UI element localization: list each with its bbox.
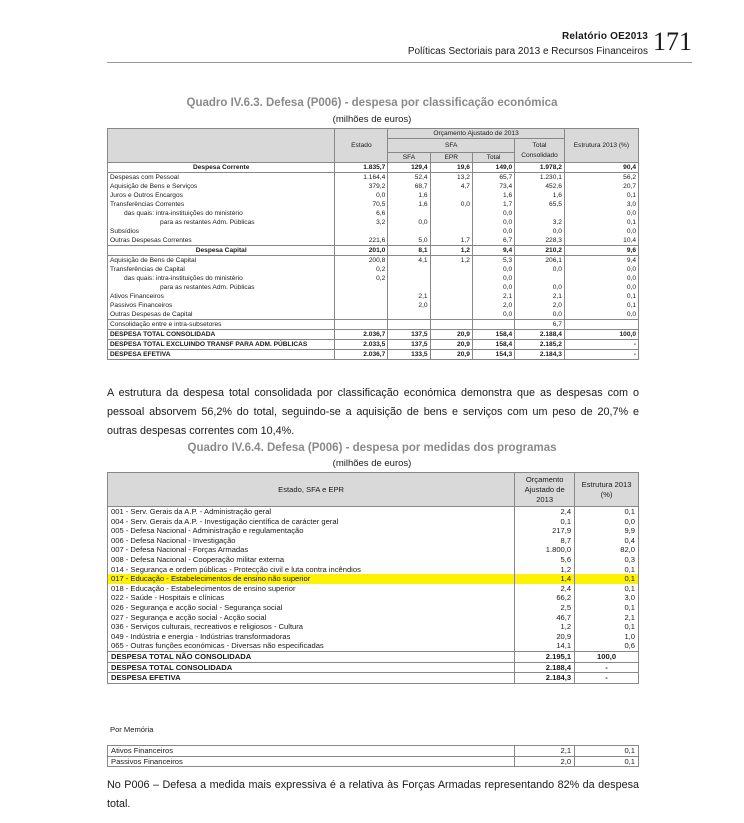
table2-caption: Quadro IV.6.4. Defesa (P006) - despesa por medidas dos programas [187, 442, 557, 454]
cell-estado: 201,0 [335, 246, 388, 256]
paragraph-conclusion: No P006 – Defesa a medida mais expressiva é a relativa às Forças Armadas representando 82% da despesa total. [107, 779, 639, 810]
cell-cons: 6,7 [515, 320, 565, 330]
cell-total: 158,4 [472, 340, 514, 350]
program-measures-table [107, 472, 639, 684]
table-row [108, 746, 639, 757]
measure-orcamento: 8,7 [515, 536, 575, 546]
cell-epr [430, 283, 472, 292]
cell-estr: 0,0 [564, 310, 638, 320]
memo-orcamento: 2,1 [515, 746, 575, 757]
report-subtitle: Políticas Sectoriais para 2013 e Recursos Financeiros [407, 46, 648, 57]
row-label: Aquisição de Bens e Serviços [108, 182, 335, 191]
cell-cons: 2.188,4 [515, 330, 565, 340]
row-label: Passivos Financeiros [108, 301, 335, 310]
measure-label: 036 - Serviços culturais, recreativos e religiosos - Cultura [108, 622, 515, 632]
table-row [108, 236, 639, 246]
cell-epr [430, 227, 472, 236]
table1-caption: Quadro IV.6.3. Defesa (P006) - despesa por classificação económica [186, 97, 558, 109]
table-row [108, 673, 639, 684]
measure-label: 018 - Educação - Estabelecimentos de ensino superior [108, 584, 515, 594]
cell-estado [335, 310, 388, 320]
cell-epr: 20,9 [430, 330, 472, 340]
cell-total: 9,4 [472, 246, 514, 256]
measure-label: 008 - Defesa Nacional - Cooperação militar externa [108, 555, 515, 565]
table-row [108, 545, 639, 555]
cell-sfa: 137,5 [388, 340, 430, 350]
table-row [108, 182, 639, 191]
measure-estrutura: 0,1 [575, 603, 639, 613]
cell-estr: 0,0 [564, 283, 638, 292]
cell-total: 2,0 [472, 301, 514, 310]
cell-estado: 379,2 [335, 182, 388, 191]
measure-estrutura: 82,0 [575, 545, 639, 555]
row-label: das quais: intra-instituições do ministério [108, 274, 335, 283]
col-estado-header: Estado [335, 129, 388, 163]
measure-estrutura: 3,0 [575, 593, 639, 603]
cell-sfa: 129,4 [388, 163, 430, 173]
col-orc-header: Orçamento Ajustado de 2013 [515, 473, 575, 507]
cell-cons: 65,5 [515, 200, 565, 209]
measure-orcamento: 2.195,1 [515, 651, 575, 662]
cell-estr: 0,1 [564, 292, 638, 301]
cell-estado: 0,2 [335, 274, 388, 283]
cell-estr [564, 320, 638, 330]
measure-estrutura: 0,1 [575, 565, 639, 575]
row-label: Outras Despesas Correntes [108, 236, 335, 246]
measure-estrutura: - [575, 673, 639, 684]
cell-estado: 0,2 [335, 265, 388, 274]
table-row [108, 507, 639, 517]
cell-total: 0,0 [472, 209, 514, 218]
cell-total: 1,6 [472, 191, 514, 200]
table-row [108, 574, 639, 584]
economic-classification-table [107, 128, 639, 360]
table-row [108, 536, 639, 546]
cell-total: 154,3 [472, 350, 514, 360]
cell-cons: 3,2 [515, 218, 565, 227]
cell-total: 1,7 [472, 200, 514, 209]
table-row [108, 265, 639, 274]
memo-estrutura: 0,1 [575, 746, 639, 757]
cell-total: 65,7 [472, 173, 514, 183]
measure-estrutura: 0,1 [575, 584, 639, 594]
row-label: Despesas com Pessoal [108, 173, 335, 183]
cell-sfa [388, 310, 430, 320]
table-row [108, 593, 639, 603]
table1-units: (milhões de euros) [332, 114, 412, 125]
cell-sfa [388, 283, 430, 292]
memo-label-cell: Ativos Financeiros [108, 746, 515, 757]
cell-estr: 0,0 [564, 209, 638, 218]
cell-total: 149,0 [472, 163, 514, 173]
header-rule [107, 62, 692, 63]
measure-orcamento: 1,4 [515, 574, 575, 584]
cell-estado: 200,8 [335, 256, 388, 266]
cell-epr [430, 274, 472, 283]
cell-epr: 1,2 [430, 256, 472, 266]
cell-epr: 0,0 [430, 200, 472, 209]
measure-orcamento: 5,6 [515, 555, 575, 565]
col-sfa-group-header: SFA [388, 139, 515, 153]
col-total-header: Total [472, 152, 514, 163]
memo-table [107, 745, 639, 767]
measure-estrutura: 100,0 [575, 651, 639, 662]
table-row [108, 565, 639, 575]
row-label: Despesa Capital [108, 246, 335, 256]
cell-sfa: 1,6 [388, 200, 430, 209]
cell-sfa: 8,1 [388, 246, 430, 256]
table-row [108, 632, 639, 642]
measure-estrutura: 0,1 [575, 574, 639, 584]
cell-sfa [388, 227, 430, 236]
cell-estado: 1.835,7 [335, 163, 388, 173]
cell-epr: 1,7 [430, 236, 472, 246]
cell-sfa: 2,1 [388, 292, 430, 301]
measure-orcamento: 2.188,4 [515, 662, 575, 673]
measure-label: DESPESA TOTAL CONSOLIDADA [108, 662, 515, 673]
measure-orcamento: 66,2 [515, 593, 575, 603]
table-row [108, 526, 639, 536]
table-row [108, 301, 639, 310]
cell-cons: 228,3 [515, 236, 565, 246]
cell-sfa [388, 209, 430, 218]
report-title: Relatório OE2013 [561, 31, 648, 42]
cell-cons: 0,0 [515, 283, 565, 292]
table-row [108, 283, 639, 292]
table-row [108, 256, 639, 266]
cell-cons [515, 274, 565, 283]
cell-estr: 10,4 [564, 236, 638, 246]
row-label: DESPESA TOTAL EXCLUINDO TRANSF PARA ADM. PÚBLICAS [108, 340, 335, 350]
cell-sfa [388, 274, 430, 283]
cell-epr: 13,2 [430, 173, 472, 183]
cell-epr [430, 218, 472, 227]
cell-epr: 1,2 [430, 246, 472, 256]
cell-estado: 2.036,7 [335, 330, 388, 340]
cell-estado: 3,2 [335, 218, 388, 227]
measure-label: 005 - Defesa Nacional - Administração e regulamentação [108, 526, 515, 536]
measure-orcamento: 0,1 [515, 517, 575, 527]
cell-sfa [388, 320, 430, 330]
table-row [108, 173, 639, 183]
memo-label: Por Memória [110, 725, 154, 734]
memo-label-cell: Passivos Financeiros [108, 756, 515, 767]
cell-cons: 1.230,1 [515, 173, 565, 183]
cell-total: 158,4 [472, 330, 514, 340]
cell-epr [430, 292, 472, 301]
cell-estr: 0,0 [564, 265, 638, 274]
cell-epr: 19,6 [430, 163, 472, 173]
cell-cons: 2,1 [515, 292, 565, 301]
measure-orcamento: 2.184,3 [515, 673, 575, 684]
cell-estado [335, 227, 388, 236]
cell-estr: 9,6 [564, 246, 638, 256]
cell-total: 0,0 [472, 283, 514, 292]
measure-estrutura: 0,1 [575, 507, 639, 517]
cell-total: 6,7 [472, 236, 514, 246]
cell-cons: 0,0 [515, 265, 565, 274]
paragraph-economic-structure: A estrutura da despesa total consolidada por classificação económica demonstra que as despesas com o pessoal absorvem 56,2% do total, seguindo-se a aquisição de bens e serviços com um peso de 20,7% e outras despesas correntes com 10,4%. [107, 387, 639, 437]
measure-orcamento: 1.800,0 [515, 545, 575, 555]
measure-label: 001 - Serv. Gerais da A.P. - Administração geral [108, 507, 515, 517]
measure-orcamento: 2,4 [515, 507, 575, 517]
measure-label: DESPESA TOTAL NÃO CONSOLIDADA [108, 651, 515, 662]
row-label: para as restantes Adm. Públicas [108, 283, 335, 292]
cell-estado [335, 320, 388, 330]
cell-epr [430, 320, 472, 330]
measure-label: 014 - Segurança e ordem públicas - Protecção civil e luta contra incêndios [108, 565, 515, 575]
cell-sfa: 133,5 [388, 350, 430, 360]
cell-total: 0,0 [472, 218, 514, 227]
table-row [108, 584, 639, 594]
cell-sfa: 2,0 [388, 301, 430, 310]
table-row [108, 641, 639, 651]
cell-epr: 20,9 [430, 340, 472, 350]
table-row [108, 603, 639, 613]
cell-estado [335, 283, 388, 292]
cell-estado: 70,5 [335, 200, 388, 209]
cell-sfa: 52,4 [388, 173, 430, 183]
cell-estr: 3,0 [564, 200, 638, 209]
cell-estr: 0,1 [564, 301, 638, 310]
measure-label: 017 - Educação - Estabelecimentos de ensino não superior [108, 574, 515, 584]
measure-orcamento: 217,9 [515, 526, 575, 536]
row-label: das quais: intra-instituições do ministério [108, 209, 335, 218]
table-row [108, 662, 639, 673]
cell-cons: 210,2 [515, 246, 565, 256]
col-epr-header: EPR [430, 152, 472, 163]
cell-estado: 2.036,7 [335, 350, 388, 360]
cell-estado: 221,6 [335, 236, 388, 246]
table-row [108, 246, 639, 256]
measure-estrutura: 0,0 [575, 517, 639, 527]
measure-label: 026 - Segurança e acção social - Segurança social [108, 603, 515, 613]
cell-cons: 0,0 [515, 227, 565, 236]
cell-total: 5,3 [472, 256, 514, 266]
col-sfa-header: SFA [388, 152, 430, 163]
table-row [108, 292, 639, 301]
cell-estado: 0,0 [335, 191, 388, 200]
cell-estr: - [564, 340, 638, 350]
cell-sfa [388, 265, 430, 274]
row-label: Outras Despesas de Capital [108, 310, 335, 320]
measure-label: 006 - Defesa Nacional - Investigação [108, 536, 515, 546]
row-label: Consolidação entre e intra-subsetores [108, 320, 335, 330]
cell-total: 73,4 [472, 182, 514, 191]
table-row [108, 163, 639, 173]
measure-orcamento: 20,9 [515, 632, 575, 642]
row-label: Despesa Corrente [108, 163, 335, 173]
row-label: Transferências de Capital [108, 265, 335, 274]
cell-estr: 0,1 [564, 191, 638, 200]
measure-orcamento: 2,5 [515, 603, 575, 613]
measure-label: 065 - Outras funções económicas - Diversas não especificadas [108, 641, 515, 651]
table-row [108, 517, 639, 527]
table-row [108, 651, 639, 662]
col-estr-header: Estrutura 2013 (%) [575, 473, 639, 507]
row-label: Subsídios [108, 227, 335, 236]
col-estrutura-header: Estrutura 2013 (%) [564, 129, 638, 163]
table-row [108, 200, 639, 209]
cell-sfa: 68,7 [388, 182, 430, 191]
table-row [108, 274, 639, 283]
cell-total: 0,0 [472, 274, 514, 283]
table-row [108, 622, 639, 632]
cell-cons: 2.184,3 [515, 350, 565, 360]
cell-estado: 2.033,5 [335, 340, 388, 350]
cell-estr: - [564, 350, 638, 360]
cell-estr: 9,4 [564, 256, 638, 266]
table-row [108, 340, 639, 350]
cell-epr [430, 209, 472, 218]
row-label: Juros e Outros Encargos [108, 191, 335, 200]
cell-total: 0,0 [472, 227, 514, 236]
measure-estrutura: 0,1 [575, 622, 639, 632]
cell-total: 0,0 [472, 265, 514, 274]
measure-orcamento: 1,2 [515, 622, 575, 632]
page-number: 171 [653, 27, 692, 56]
cell-cons: 452,6 [515, 182, 565, 191]
cell-total [472, 320, 514, 330]
cell-epr [430, 301, 472, 310]
row-label: DESPESA TOTAL CONSOLIDADA [108, 330, 335, 340]
cell-estr: 0,0 [564, 227, 638, 236]
memo-estrutura: 0,1 [575, 756, 639, 767]
cell-sfa: 5,0 [388, 236, 430, 246]
measure-label: 027 - Segurança e acção social - Acção social [108, 613, 515, 623]
cell-sfa: 137,5 [388, 330, 430, 340]
cell-estr: 56,2 [564, 173, 638, 183]
measure-label: DESPESA EFETIVA [108, 673, 515, 684]
cell-total: 0,0 [472, 310, 514, 320]
measure-estrutura: 2,1 [575, 613, 639, 623]
measure-orcamento: 46,7 [515, 613, 575, 623]
cell-epr: 20,9 [430, 350, 472, 360]
table-row [108, 218, 639, 227]
memo-orcamento: 2,0 [515, 756, 575, 767]
table-row [108, 191, 639, 200]
cell-estado [335, 292, 388, 301]
measure-estrutura: 0,6 [575, 641, 639, 651]
col-consolidado-header: Total Consolidado [515, 139, 565, 163]
cell-epr [430, 310, 472, 320]
row-label: Transferências Correntes [108, 200, 335, 209]
cell-epr [430, 191, 472, 200]
row-label: para as restantes Adm. Públicas [108, 218, 335, 227]
cell-cons: 0,0 [515, 310, 565, 320]
measure-estrutura: 9,9 [575, 526, 639, 536]
measure-label: 004 - Serv. Gerais da A.P. - Investigação científica de carácter geral [108, 517, 515, 527]
cell-epr: 4,7 [430, 182, 472, 191]
measure-label: 049 - Indústria e energia - Indústrias transformadoras [108, 632, 515, 642]
cell-estr: 0,0 [564, 274, 638, 283]
measure-label: 022 - Saúde - Hospitais e clínicas [108, 593, 515, 603]
table-row [108, 555, 639, 565]
cell-estado: 6,6 [335, 209, 388, 218]
table-row [108, 350, 639, 360]
cell-estado [335, 301, 388, 310]
row-label: Aquisição de Bens de Capital [108, 256, 335, 266]
cell-estr: 90,4 [564, 163, 638, 173]
cell-epr [430, 265, 472, 274]
table-row [108, 227, 639, 236]
measure-estrutura: - [575, 662, 639, 673]
cell-estr: 100,0 [564, 330, 638, 340]
table-row [108, 310, 639, 320]
row-label: Ativos Financeiros [108, 292, 335, 301]
measure-estrutura: 0,3 [575, 555, 639, 565]
cell-sfa: 0,0 [388, 218, 430, 227]
table-row [108, 209, 639, 218]
cell-estr: 20,7 [564, 182, 638, 191]
table2-units: (milhões de euros) [332, 458, 412, 469]
cell-cons: 1.978,2 [515, 163, 565, 173]
col-desc-header: Estado, SFA e EPR [108, 473, 515, 507]
measure-estrutura: 0,4 [575, 536, 639, 546]
measure-orcamento: 2,4 [515, 584, 575, 594]
measure-label: 007 - Defesa Nacional - Forças Armadas [108, 545, 515, 555]
cell-sfa: 4,1 [388, 256, 430, 266]
cell-cons: 2,0 [515, 301, 565, 310]
col-group-header: Orçamento Ajustado de 2013 [388, 129, 565, 139]
cell-estado: 1.164,4 [335, 173, 388, 183]
cell-cons [515, 209, 565, 218]
cell-sfa: 1,6 [388, 191, 430, 200]
cell-total: 2,1 [472, 292, 514, 301]
cell-cons: 206,1 [515, 256, 565, 266]
cell-cons: 1,6 [515, 191, 565, 200]
measure-estrutura: 1,0 [575, 632, 639, 642]
measure-orcamento: 14,1 [515, 641, 575, 651]
cell-cons: 2.185,2 [515, 340, 565, 350]
measure-orcamento: 1,2 [515, 565, 575, 575]
table-row [108, 330, 639, 340]
cell-estr: 0,1 [564, 218, 638, 227]
row-label: DESPESA EFETIVA [108, 350, 335, 360]
table-row [108, 756, 639, 767]
table-row [108, 613, 639, 623]
table-row [108, 320, 639, 330]
